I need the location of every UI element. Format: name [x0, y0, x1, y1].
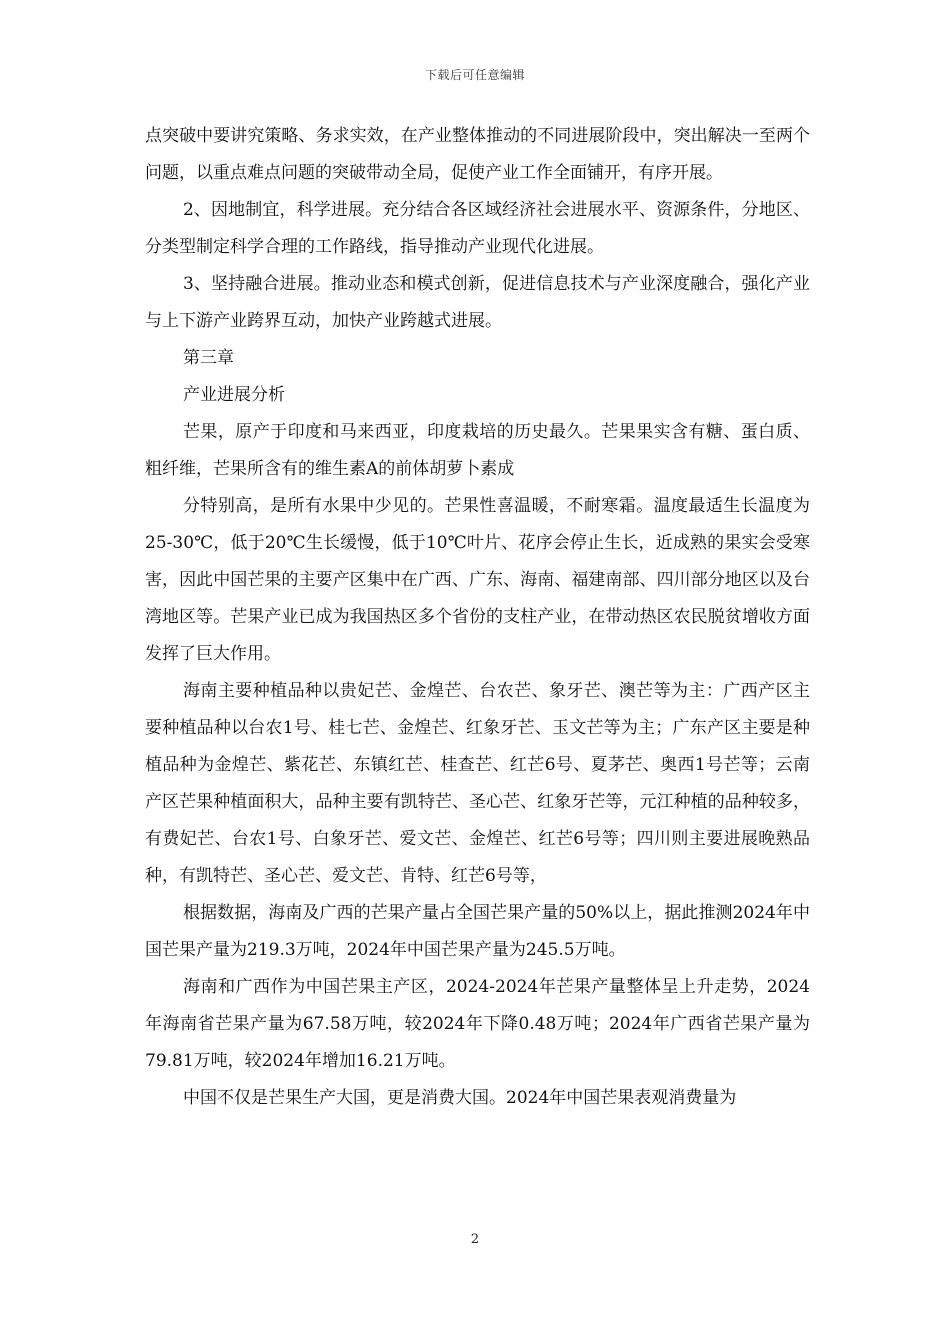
section-heading: 产业进展分析 [183, 385, 285, 405]
page-header: 下载后可任意编辑 [424, 68, 525, 82]
paragraph-mango-varieties: 海南主要种植品种以贵妃芒、金煌芒、台农芒、象牙芒、澳芒等为主：广西产区主要种植品种以台农1号、桂七芒、金煌芒、红象牙芒、玉文芒等为主；广东产区主要是种植品种为金煌芒、紫花芒、东镇红芒、桂查芒、红芒6号、夏茅芒、奥西1号芒等；云南产区芒果种植面积大，品种主要有凯特芒、圣心芒、红象牙芒等，元江种植的品种较多，有费妃芒、台农1号、白象牙芒、爱文芒、金煌芒、红芒6号等；四川则主要进展晚熟品种，有凯特芒、圣心芒、爱文芒、肯特、红芒6号等， [145, 681, 810, 886]
paragraph-mango-climate: 分特别高，是所有水果中少见的。芒果性喜温暖，不耐寒霜。温度最适生长温度为25-30℃，低于20℃生长缓慢，低于10℃叶片、花序会停止生长，近成熟的果实会受寒害，因此中国芒果的主要产区集中在广西、广东、海南、福建南部、四川部分地区以及台湾地区等。芒果产业已成为我国热区多个省份的支柱产业，在带动热区农民脱贫增收方面发挥了巨大作用。 [145, 496, 810, 664]
paragraph-mango-regions: 海南和广西作为中国芒果主产区，2024-2024年芒果产量整体呈上升走势，2024年海南省芒果产量为67.58万吨，较2024年下降0.48万吨；2024年广西省芒果产量为79.81万吨，较2024年增加16.21万吨。 [145, 977, 810, 1071]
paragraph-principle-2: 2、因地制宜，科学进展。充分结合各区域经济社会进展水平、资源条件，分地区、分类型制定科学合理的工作路线，指导推动产业现代化进展。 [145, 200, 810, 257]
paragraph-mango-intro: 芒果，原产于印度和马来西亚，印度栽培的历史最久。芒果果实含有糖、蛋白质、粗纤维，芒果所含有的维生素A的前体胡萝卜素成 [145, 422, 810, 479]
paragraph-mango-production: 根据数据，海南及广西的芒果产量占全国芒果产量的50%以上，据此推测2024年中国芒果产量为219.3万吨，2024年中国芒果产量为245.5万吨。 [145, 903, 810, 960]
paragraph-continuation: 点突破中要讲究策略、务求实效，在产业整体推动的不同进展阶段中，突出解决一至两个问题，以重点难点问题的突破带动全局，促使产业工作全面铺开，有序开展。 [145, 126, 810, 183]
paragraph-mango-consumption: 中国不仅是芒果生产大国，更是消费大国。2024年中国芒果表观消费量为 [183, 1088, 737, 1108]
document-body [145, 118, 810, 1117]
chapter-heading: 第三章 [183, 348, 234, 368]
page-number: 2 [470, 1232, 480, 1247]
paragraph-principle-3: 3、坚持融合进展。推动业态和模式创新，促进信息技术与产业深度融合，强化产业与上下游产业跨界互动，加快产业跨越式进展。 [145, 274, 810, 331]
